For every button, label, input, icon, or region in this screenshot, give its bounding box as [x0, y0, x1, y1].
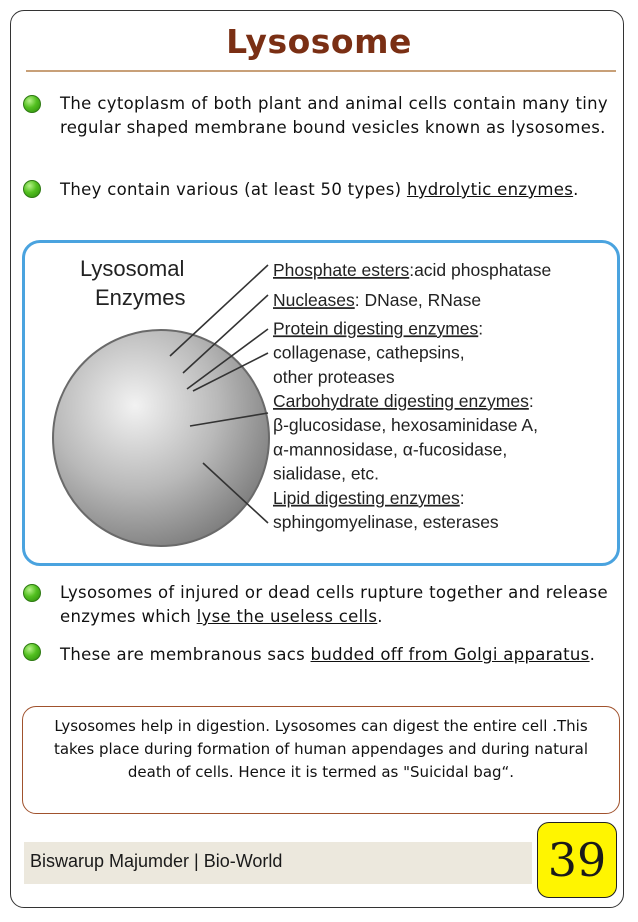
page-number-badge: 39 [537, 822, 617, 898]
figure-label-line2: Enzymes [95, 285, 186, 310]
bullet-text-2-underlined: hydrolytic enzymes [406, 180, 574, 199]
enzyme-group-name: Carbohydrate digesting enzymes [273, 391, 529, 411]
enzyme-list [273, 260, 551, 532]
enzyme-group-heading [273, 260, 551, 280]
summary-note: Lysosomes help in digestion. Lysosomes can digest the entire cell .This takes place during formation of human appendages and during natural death of cells. Hence it is termed as "Suicidal bag“. [22, 706, 620, 814]
enzyme-group-heading [273, 318, 483, 338]
bullet-text-4 [60, 643, 608, 667]
bullet-text-2-plain: They contain various (at least 50 types) [60, 180, 407, 199]
enzyme-group-suffix: : [528, 391, 534, 411]
lysosomal-enzymes-figure [22, 240, 620, 566]
bullet-text-4-plain: These are membranous sacs [60, 645, 311, 664]
page-title: Lysosome [226, 22, 412, 61]
bullet-text-3-plain: Lysosomes of injured or dead cells rupture together and release enzymes which [60, 583, 608, 626]
enzyme-group-suffix: : [459, 487, 465, 508]
enzyme-group-heading [273, 488, 465, 508]
enzyme-group-suffix: : DNase, RNase [354, 290, 482, 311]
figure-label-line1: Lysosomal [80, 256, 185, 281]
enzyme-group-suffix: : [478, 318, 484, 339]
bullet-text-2 [60, 178, 608, 202]
bullet-text-2-end: . [573, 180, 579, 199]
bullet-text-3 [60, 581, 608, 629]
title-divider [26, 70, 616, 72]
enzyme-item: α-mannosidase, α-fucosidase, [273, 439, 508, 460]
bullet-icon [23, 643, 41, 661]
bullet-text-3-end: . [377, 607, 383, 626]
enzyme-item: sphingomyelinase, esterases [273, 512, 499, 532]
bullet-text-4-end: . [589, 645, 596, 664]
enzyme-group-name: Protein digesting enzymes [273, 318, 479, 339]
enzyme-group-name: Lipid digesting enzymes [273, 487, 460, 508]
enzyme-group-suffix: :acid phosphatase [409, 260, 552, 280]
enzyme-item: other proteases [273, 366, 395, 387]
enzyme-item: sialidase, etc. [273, 463, 380, 484]
bullet-icon [23, 95, 41, 113]
bullet-text-1: The cytoplasm of both plant and animal cells contain many tiny regular shaped membrane bound vesicles known as lysosomes. [60, 94, 608, 137]
bullet-icon [23, 180, 41, 198]
enzyme-item: collagenase, cathepsins, [273, 342, 465, 363]
enzyme-group-name: Nucleases [273, 290, 355, 311]
lysosome-diagram [25, 243, 623, 569]
enzyme-item: β-glucosidase, hexosaminidase A, [273, 415, 538, 436]
bullet-text-4-underlined: budded off from Golgi apparatus [310, 645, 590, 664]
enzyme-group-name: Phosphate esters [273, 260, 410, 280]
enzyme-group-heading [273, 290, 481, 310]
footer-author: Biswarup Majumder | Bio-World [30, 851, 283, 871]
enzyme-group-heading [273, 391, 534, 411]
bullet-icon [23, 584, 41, 602]
lysosome-sphere [53, 330, 269, 546]
bullet-text-3-underlined: lyse the useless cells [196, 607, 378, 626]
